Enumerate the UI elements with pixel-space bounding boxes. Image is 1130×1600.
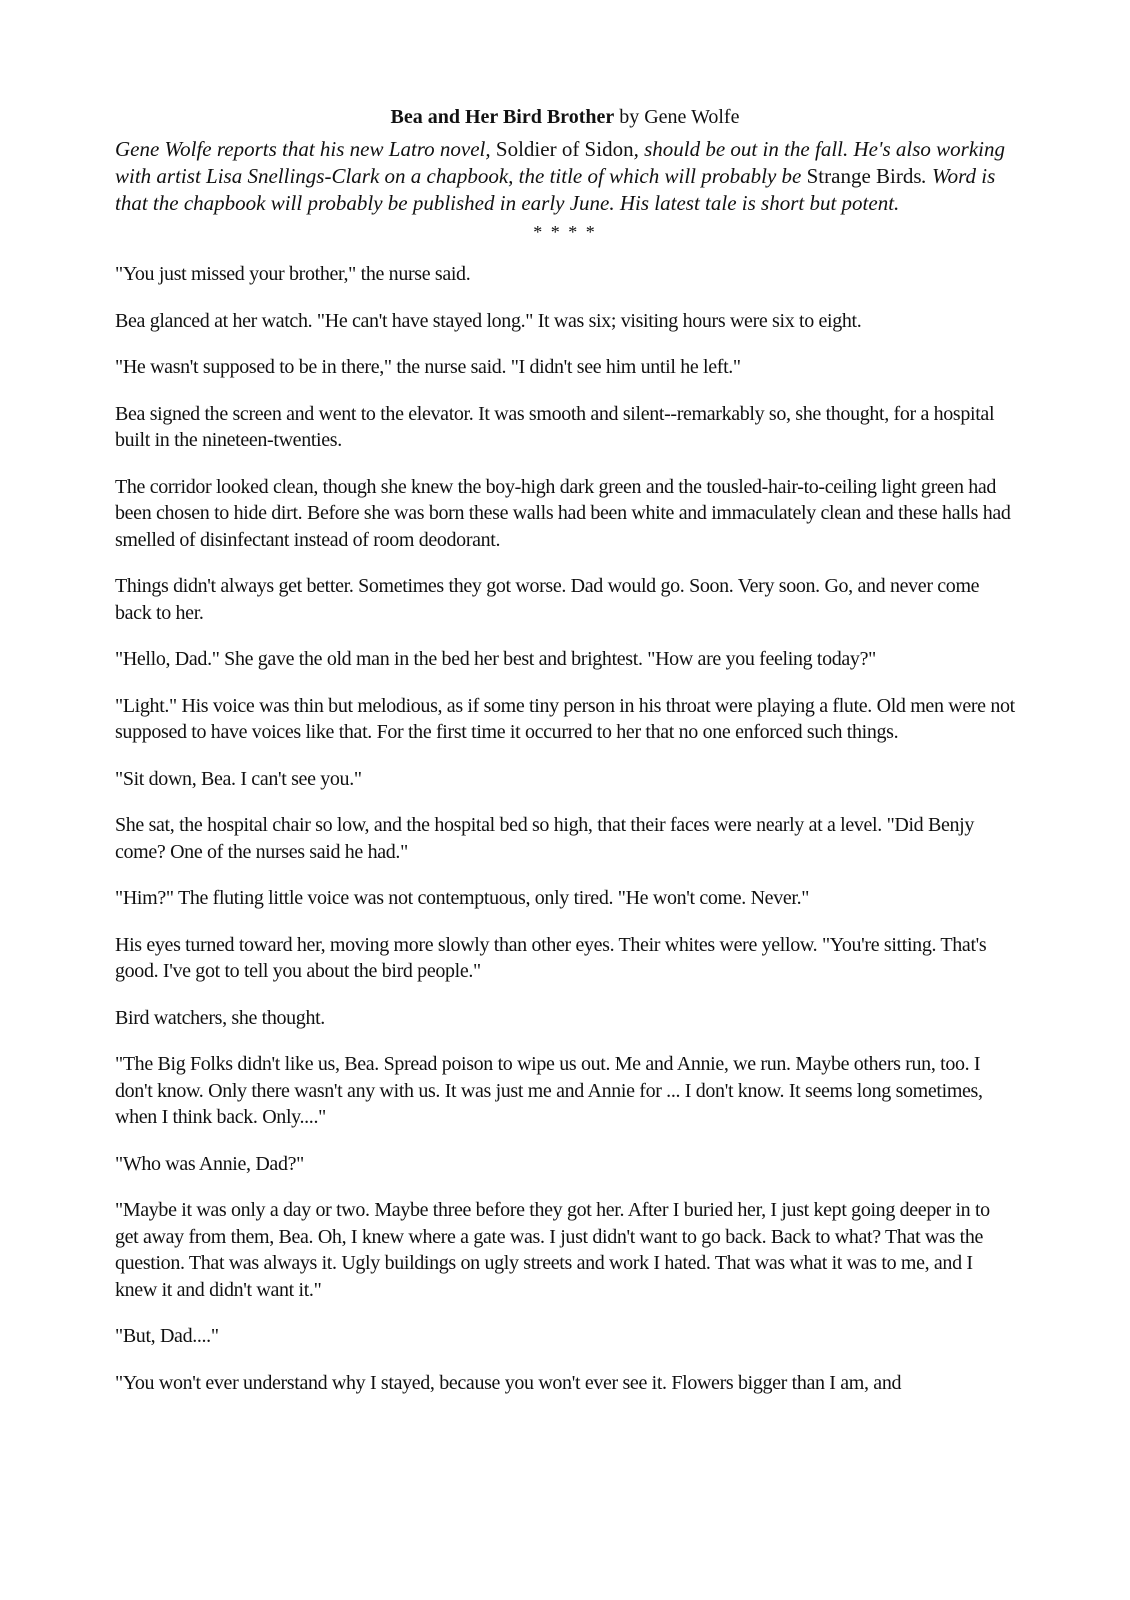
intro-text-2: , should be out in the fall. He's also working with artist Lisa Snellings-Clark on a chapbook, the title of which will probably be: [115, 137, 1005, 188]
story-body: [115, 261, 1015, 1396]
paragraph: "But, Dad....": [115, 1325, 219, 1347]
paragraph: She sat, the hospital chair so low, and the hospital bed so high, that their faces were nearly at a level. "Did Benjy come? One of the nurses said he had.": [115, 814, 975, 863]
intro-text-1: Gene Wolfe reports that his new Latro novel,: [115, 137, 496, 161]
paragraph: "He wasn't supposed to be in there," the nurse said. "I didn't see him until he left.": [115, 356, 741, 378]
paragraph: His eyes turned toward her, moving more slowly than other eyes. Their whites were yellow. "You're sitting. That's good. I've got to tell you about the bird people.": [115, 933, 987, 982]
paragraph: Things didn't always get better. Sometimes they got worse. Dad would go. Soon. Very soon. Go, and never come back to her.: [115, 575, 980, 624]
paragraph: "You just missed your brother," the nurse said.: [115, 263, 471, 285]
document-page: [115, 104, 1015, 1416]
paragraph: "Who was Annie, Dad?": [115, 1152, 304, 1175]
intro-novel-title: Soldier of Sidon: [495, 137, 634, 161]
intro-text-3: . Word is that the chapbook will probably be published in early June. His latest tale is short but potent.: [115, 164, 996, 215]
section-separator: * * * *: [533, 222, 597, 242]
paragraph: Bird watchers, she thought.: [115, 1006, 325, 1029]
paragraph: Bea glanced at her watch. "He can't have stayed long." It was six; visiting hours were six to eight.: [115, 309, 862, 332]
story-title: [115, 104, 1015, 130]
paragraph: "You won't ever understand why I stayed, because you won't ever see it. Flowers bigger than I am, and: [115, 1371, 902, 1394]
editor-intro: [115, 136, 1015, 217]
paragraph: "Maybe it was only a day or two. Maybe three before they got her. After I buried her, I just kept going deeper in to get away from them, Bea. Oh, I knew where a gate was. I just didn't want to go back. Back to what? That was the question. That was always it. Ugly buildings on ugly streets and work I hated. That was what it was to me, and I knew it and didn't want it.": [115, 1199, 990, 1301]
paragraph: "Light." His voice was thin but melodious, as if some tiny person in his throat were playing a flute. Old men were not supposed to have voices like that. For the first time it occurred to her that no one enforced such things.: [115, 694, 1015, 743]
paragraph: The corridor looked clean, though she knew the boy-high dark green and the tousled-hair-to-ceiling light green had been chosen to hide dirt. Before she was born these walls had been white and immaculately clean and these halls had smelled of disinfectant instead of room deodorant.: [115, 475, 1011, 551]
paragraph: "Sit down, Bea. I can't see you.": [115, 767, 362, 790]
story-title-bold: Bea and Her Bird Brother: [390, 106, 615, 128]
intro-chapbook-title: Strange Birds: [806, 164, 922, 188]
paragraph: "Him?" The fluting little voice was not contemptuous, only tired. "He won't come. Never.": [115, 887, 810, 909]
paragraph: "The Big Folks didn't like us, Bea. Spread poison to wipe us out. Me and Annie, we run. Maybe others run, too. I don't know. Only there wasn't any with us. It was just me and Annie for ... I don't know. It seems long sometimes, when I think back. Only....": [115, 1053, 983, 1128]
paragraph: Bea signed the screen and went to the elevator. It was smooth and silent--remarkably so, she thought, for a hospital built in the nineteen-twenties.: [115, 402, 995, 451]
story-byline: by Gene Wolfe: [614, 106, 740, 128]
paragraph: "Hello, Dad." She gave the old man in the bed her best and brightest. "How are you feeling today?": [115, 648, 876, 670]
